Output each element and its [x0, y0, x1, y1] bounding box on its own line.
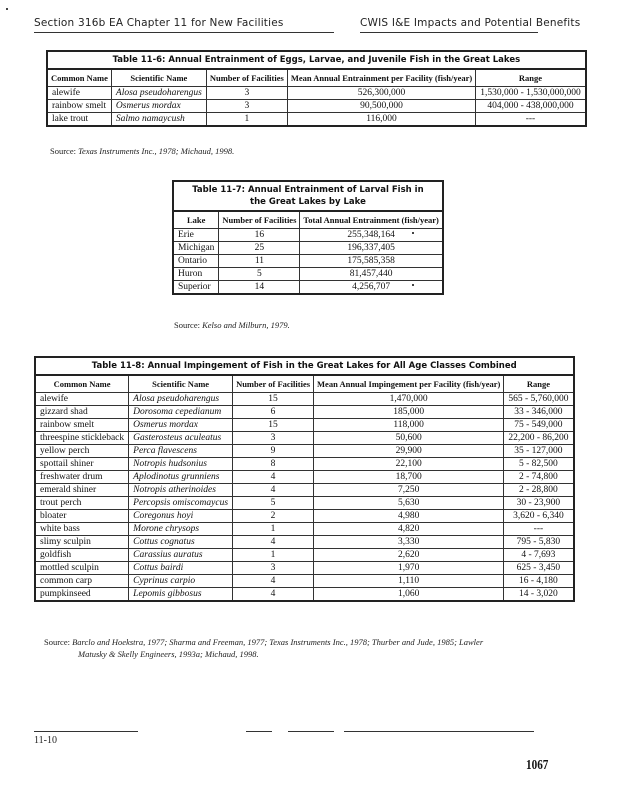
column-header: Common Name — [35, 375, 129, 393]
common-name-cell: rainbow smelt — [47, 100, 111, 113]
source-text-line1: Barclo and Hoekstra, 1977; Sharma and Freeman, 1977; Texas Instruments Inc., 1978; Thurber and Jude, 1985; Lawler — [72, 637, 484, 647]
common-name-cell: rainbow smelt — [35, 419, 129, 432]
table-title-line1: Table 11-7: Annual Entrainment of Larval Fish in — [192, 185, 424, 195]
table-title-line2: the Great Lakes by Lake — [250, 197, 366, 207]
column-header: Total Annual Entrainment (fish/year) — [300, 211, 443, 229]
column-header: Range — [504, 375, 574, 393]
column-header: Number of Facilities — [233, 375, 314, 393]
column-header: Common Name — [47, 69, 111, 87]
source-text: Kelso and Milburn, 1979. — [202, 320, 290, 330]
entrainment-cell: 255,348,164 — [300, 229, 443, 242]
column-header: Number of Facilities — [206, 69, 287, 87]
table-row — [47, 87, 586, 100]
table-row — [35, 471, 574, 484]
table-row — [173, 281, 443, 295]
source-label: Source: — [50, 146, 76, 156]
range-cell: 2 - 74,800 — [504, 471, 574, 484]
header-rule-left — [34, 32, 334, 33]
range-cell: 795 - 5,830 — [504, 536, 574, 549]
mean-cell: 90,500,000 — [287, 100, 475, 113]
page-number: 11-10 — [34, 735, 57, 746]
common-name-cell: gizzard shad — [35, 406, 129, 419]
scientific-name-cell: Alosa pseudoharengus — [129, 393, 233, 406]
scientific-name-cell: Carassius auratus — [129, 549, 233, 562]
facilities-cell: 1 — [206, 113, 287, 127]
column-header: Mean Annual Entrainment per Facility (fish/year) — [287, 69, 475, 87]
common-name-cell: goldfish — [35, 549, 129, 562]
range-cell: 625 - 3,450 — [504, 562, 574, 575]
entrainment-cell: 4,256,707 — [300, 281, 443, 295]
table-11-8-source — [44, 636, 564, 660]
common-name-cell: slimy sculpin — [35, 536, 129, 549]
entrainment-cell: 175,585,358 — [300, 255, 443, 268]
footer-rule-3 — [288, 731, 334, 732]
lake-cell: Erie — [173, 229, 219, 242]
facilities-cell: 3 — [233, 562, 314, 575]
facilities-cell: 15 — [233, 419, 314, 432]
facilities-cell: 3 — [206, 87, 287, 100]
scientific-name-cell: Alosa pseudoharengus — [111, 87, 206, 100]
table-row — [173, 268, 443, 281]
source-label: Source: — [44, 637, 70, 647]
common-name-cell: alewife — [35, 393, 129, 406]
table-row — [47, 100, 586, 113]
table-title: Table 11-6: Annual Entrainment of Eggs, Larvae, and Juvenile Fish in the Great Lakes — [47, 51, 586, 69]
mean-cell: 118,000 — [314, 419, 504, 432]
table-title: Table 11-8: Annual Impingement of Fish in the Great Lakes for All Age Classes Combined — [35, 357, 574, 375]
facilities-cell: 1 — [233, 549, 314, 562]
mean-cell: 18,700 — [314, 471, 504, 484]
scientific-name-cell: Cottus bairdi — [129, 562, 233, 575]
facilities-cell: 4 — [233, 536, 314, 549]
table-header-row — [173, 211, 443, 229]
scientific-name-cell: Percopsis omiscomaycus — [129, 497, 233, 510]
facilities-cell: 16 — [219, 229, 300, 242]
common-name-cell: white bass — [35, 523, 129, 536]
table-11-7 — [172, 180, 444, 295]
scientific-name-cell: Dorosoma cepedianum — [129, 406, 233, 419]
running-header-right: CWIS I&E Impacts and Potential Benefits — [360, 17, 581, 29]
table-row — [35, 562, 574, 575]
range-cell: --- — [476, 113, 586, 127]
lake-cell: Huron — [173, 268, 219, 281]
mean-cell: 1,970 — [314, 562, 504, 575]
common-name-cell: pumpkinseed — [35, 588, 129, 602]
facilities-cell: 3 — [206, 100, 287, 113]
facilities-cell: 9 — [233, 445, 314, 458]
range-cell: 3,620 - 6,340 — [504, 510, 574, 523]
table-row — [173, 255, 443, 268]
facilities-cell: 14 — [219, 281, 300, 295]
source-label: Source: — [174, 320, 200, 330]
range-cell: 404,000 - 438,000,000 — [476, 100, 586, 113]
facilities-cell: 3 — [233, 432, 314, 445]
mean-cell: 116,000 — [287, 113, 475, 127]
table-row — [35, 549, 574, 562]
facilities-cell: 1 — [233, 523, 314, 536]
header-rule-right — [360, 32, 538, 33]
table-11-6 — [46, 50, 587, 127]
scientific-name-cell: Coregonus hoyi — [129, 510, 233, 523]
table-row — [35, 523, 574, 536]
mean-cell: 185,000 — [314, 406, 504, 419]
common-name-cell: threespine stickleback — [35, 432, 129, 445]
column-header: Scientific Name — [129, 375, 233, 393]
table-row — [35, 497, 574, 510]
bates-stamp-number: 1067 — [526, 758, 549, 773]
common-name-cell: common carp — [35, 575, 129, 588]
range-cell: 4 - 7,693 — [504, 549, 574, 562]
common-name-cell: spottail shiner — [35, 458, 129, 471]
table-row — [35, 510, 574, 523]
source-text: Texas Instruments Inc., 1978; Michaud, 1998. — [78, 146, 235, 156]
mean-cell: 1,110 — [314, 575, 504, 588]
common-name-cell: alewife — [47, 87, 111, 100]
running-header-left: Section 316b EA Chapter 11 for New Facilities — [34, 17, 284, 29]
footer-rule-4 — [344, 731, 534, 732]
range-cell: 14 - 3,020 — [504, 588, 574, 602]
range-cell: 565 - 5,760,000 — [504, 393, 574, 406]
table-header-row — [35, 375, 574, 393]
mean-cell: 1,060 — [314, 588, 504, 602]
common-name-cell: bloater — [35, 510, 129, 523]
range-cell: --- — [504, 523, 574, 536]
range-cell: 5 - 82,500 — [504, 458, 574, 471]
table-row — [35, 484, 574, 497]
table-row — [35, 393, 574, 406]
column-header: Lake — [173, 211, 219, 229]
common-name-cell: lake trout — [47, 113, 111, 127]
table-row — [35, 419, 574, 432]
range-cell: 2 - 28,800 — [504, 484, 574, 497]
lake-cell: Superior — [173, 281, 219, 295]
table-row — [35, 575, 574, 588]
facilities-cell: 5 — [233, 497, 314, 510]
facilities-cell: 15 — [233, 393, 314, 406]
table-header-row — [47, 69, 586, 87]
common-name-cell: freshwater drum — [35, 471, 129, 484]
table-row — [173, 229, 443, 242]
table-body — [35, 393, 574, 602]
mean-cell: 7,250 — [314, 484, 504, 497]
scientific-name-cell: Perca flavescens — [129, 445, 233, 458]
mean-cell: 50,600 — [314, 432, 504, 445]
table-11-8 — [34, 356, 575, 602]
table-11-6-source — [50, 146, 234, 156]
scientific-name-cell: Lepomis gibbosus — [129, 588, 233, 602]
scientific-name-cell: Notropis hudsonius — [129, 458, 233, 471]
common-name-cell: yellow perch — [35, 445, 129, 458]
lake-cell: Michigan — [173, 242, 219, 255]
facilities-cell: 5 — [219, 268, 300, 281]
mean-cell: 29,900 — [314, 445, 504, 458]
table-11-7-source — [174, 320, 290, 330]
table-title — [173, 181, 443, 211]
column-header: Range — [476, 69, 586, 87]
lake-cell: Ontario — [173, 255, 219, 268]
mean-cell: 22,100 — [314, 458, 504, 471]
footer-rule-1 — [34, 731, 138, 732]
scientific-name-cell: Aplodinotus grunniens — [129, 471, 233, 484]
scientific-name-cell: Salmo namaycush — [111, 113, 206, 127]
column-header: Mean Annual Impingement per Facility (fish/year) — [314, 375, 504, 393]
scan-speck — [6, 8, 8, 10]
mean-cell: 1,470,000 — [314, 393, 504, 406]
source-text-line2: Matusky & Skelly Engineers, 1993a; Michaud, 1998. — [78, 649, 259, 659]
column-header: Scientific Name — [111, 69, 206, 87]
range-cell: 16 - 4,180 — [504, 575, 574, 588]
range-cell: 30 - 23,900 — [504, 497, 574, 510]
entrainment-cell: 81,457,440 — [300, 268, 443, 281]
mean-cell: 2,620 — [314, 549, 504, 562]
table-row — [35, 432, 574, 445]
mean-cell: 4,820 — [314, 523, 504, 536]
table-row — [173, 242, 443, 255]
mean-cell: 5,630 — [314, 497, 504, 510]
facilities-cell: 4 — [233, 575, 314, 588]
scientific-name-cell: Cyprinus carpio — [129, 575, 233, 588]
common-name-cell: trout perch — [35, 497, 129, 510]
range-cell: 35 - 127,000 — [504, 445, 574, 458]
common-name-cell: mottled sculpin — [35, 562, 129, 575]
scientific-name-cell: Osmerus mordax — [129, 419, 233, 432]
range-cell: 33 - 346,000 — [504, 406, 574, 419]
mean-cell: 3,330 — [314, 536, 504, 549]
scientific-name-cell: Morone chrysops — [129, 523, 233, 536]
facilities-cell: 6 — [233, 406, 314, 419]
table-row — [35, 406, 574, 419]
facilities-cell: 8 — [233, 458, 314, 471]
table-row — [47, 113, 586, 127]
range-cell: 75 - 549,000 — [504, 419, 574, 432]
scientific-name-cell: Notropis atherinoides — [129, 484, 233, 497]
mean-cell: 4,980 — [314, 510, 504, 523]
facilities-cell: 2 — [233, 510, 314, 523]
range-cell: 1,530,000 - 1,530,000,000 — [476, 87, 586, 100]
facilities-cell: 4 — [233, 588, 314, 602]
scientific-name-cell: Cottus cognatus — [129, 536, 233, 549]
mean-cell: 526,300,000 — [287, 87, 475, 100]
entrainment-cell: 196,337,405 — [300, 242, 443, 255]
scientific-name-cell: Gasterosteus aculeatus — [129, 432, 233, 445]
scientific-name-cell: Osmerus mordax — [111, 100, 206, 113]
footer-rule-2 — [246, 731, 272, 732]
facilities-cell: 4 — [233, 471, 314, 484]
scan-speck — [412, 284, 414, 286]
column-header: Number of Facilities — [219, 211, 300, 229]
facilities-cell: 4 — [233, 484, 314, 497]
common-name-cell: emerald shiner — [35, 484, 129, 497]
table-row — [35, 588, 574, 602]
table-row — [35, 536, 574, 549]
facilities-cell: 11 — [219, 255, 300, 268]
facilities-cell: 25 — [219, 242, 300, 255]
range-cell: 22,200 - 86,200 — [504, 432, 574, 445]
scan-speck — [412, 232, 414, 234]
table-row — [35, 458, 574, 471]
table-row — [35, 445, 574, 458]
